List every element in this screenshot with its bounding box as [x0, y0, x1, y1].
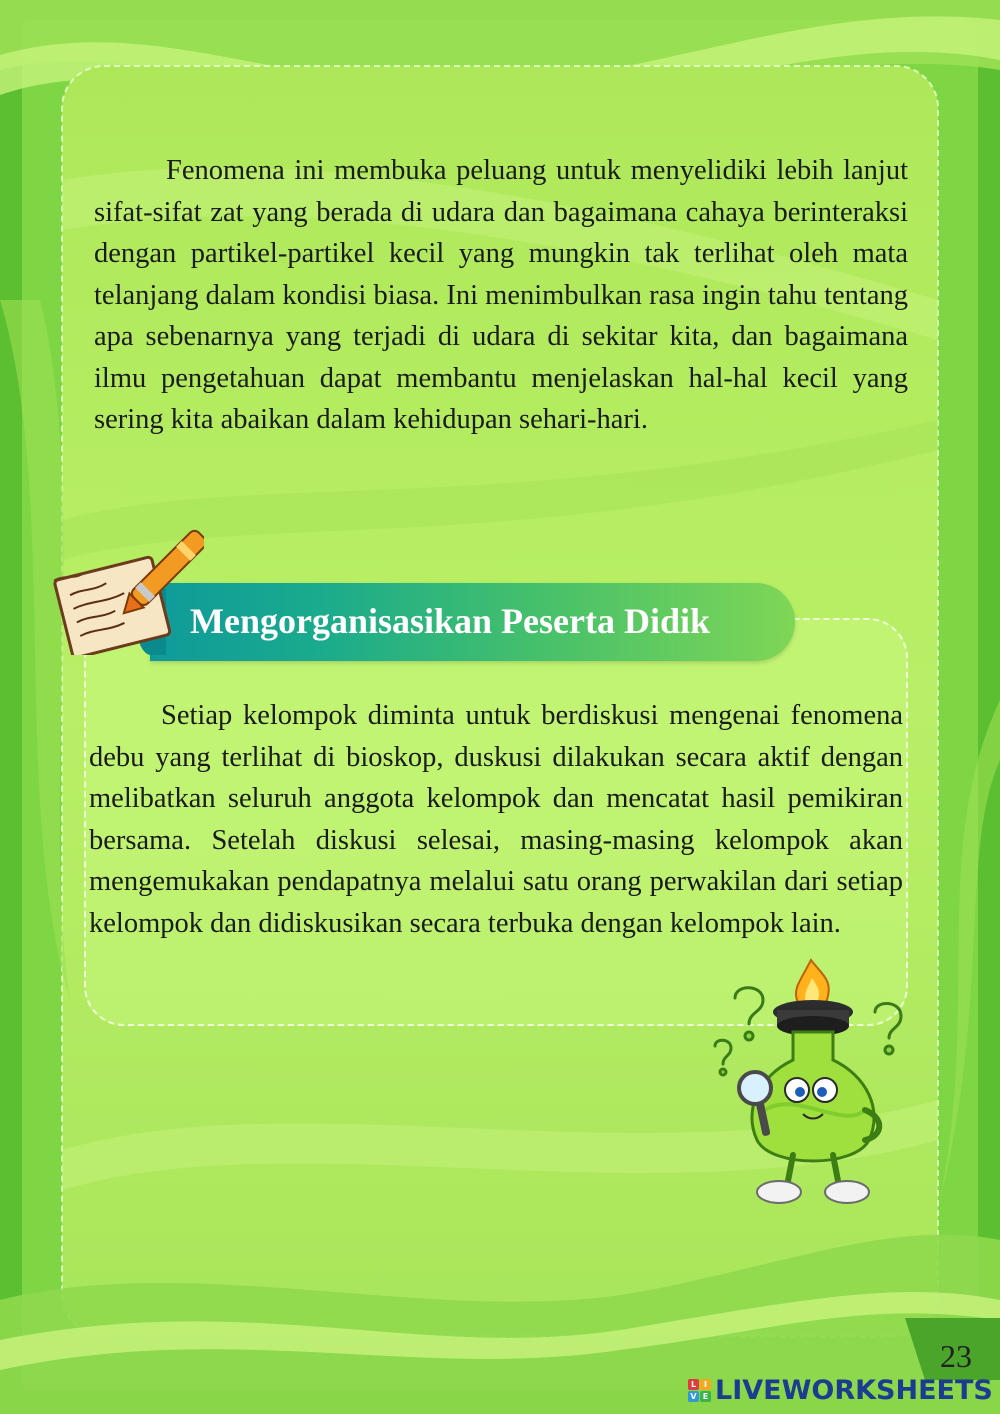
intro-paragraph: Fenomena ini membuka peluang untuk menyelidiki lebih lanjut sifat-sifat zat yang berada di udara dan bagaimana cahaya berinteraksi dengan partikel-partikel kecil yang mungkin tak terlihat oleh mata telanjang dalam kondisi biasa. Ini menimbulkan rasa ingin tahu tentang apa sebenarnya yang terjadi di udara di sekitar kita, dan bagaimana ilmu pengetahuan dapat membantu menjelaskan hal-hal kecil yang sering kita abaikan dalam kehidupan sehari-hari.	[94, 155, 908, 435]
liveworksheets-watermark[interactable]	[688, 1372, 993, 1408]
liveworksheets-logo-icon	[688, 1379, 711, 1402]
notebook-pen-icon	[52, 525, 204, 655]
logo-letter: E	[700, 1391, 711, 1402]
page-number: 23	[940, 1338, 972, 1374]
logo-letter: I	[700, 1379, 711, 1390]
section-heading-banner	[150, 583, 795, 661]
logo-letter: V	[688, 1391, 699, 1402]
logo-letter: L	[688, 1379, 699, 1390]
section-title: Mengorganisasikan Peserta Didik	[190, 601, 711, 641]
liveworksheets-text: LIVEWORKSHEETS	[715, 1374, 993, 1406]
section-paragraph: Setiap kelompok diminta untuk berdiskusi mengenai fenomena debu yang terlihat di bioskop, duskusi dilakukan secara aktif dengan melibatkan seluruh anggota kelompok dan mencatat hasil pemikiran bersama. Setelah diskusi selesai, masing-masing kelompok akan mengemukakan pendapatnya melalui satu orang perwakilan dari setiap kelompok dan didiskusikan secara terbuka dengan kelompok lain.	[89, 700, 903, 939]
flask-mascot-illustration	[705, 950, 920, 1212]
